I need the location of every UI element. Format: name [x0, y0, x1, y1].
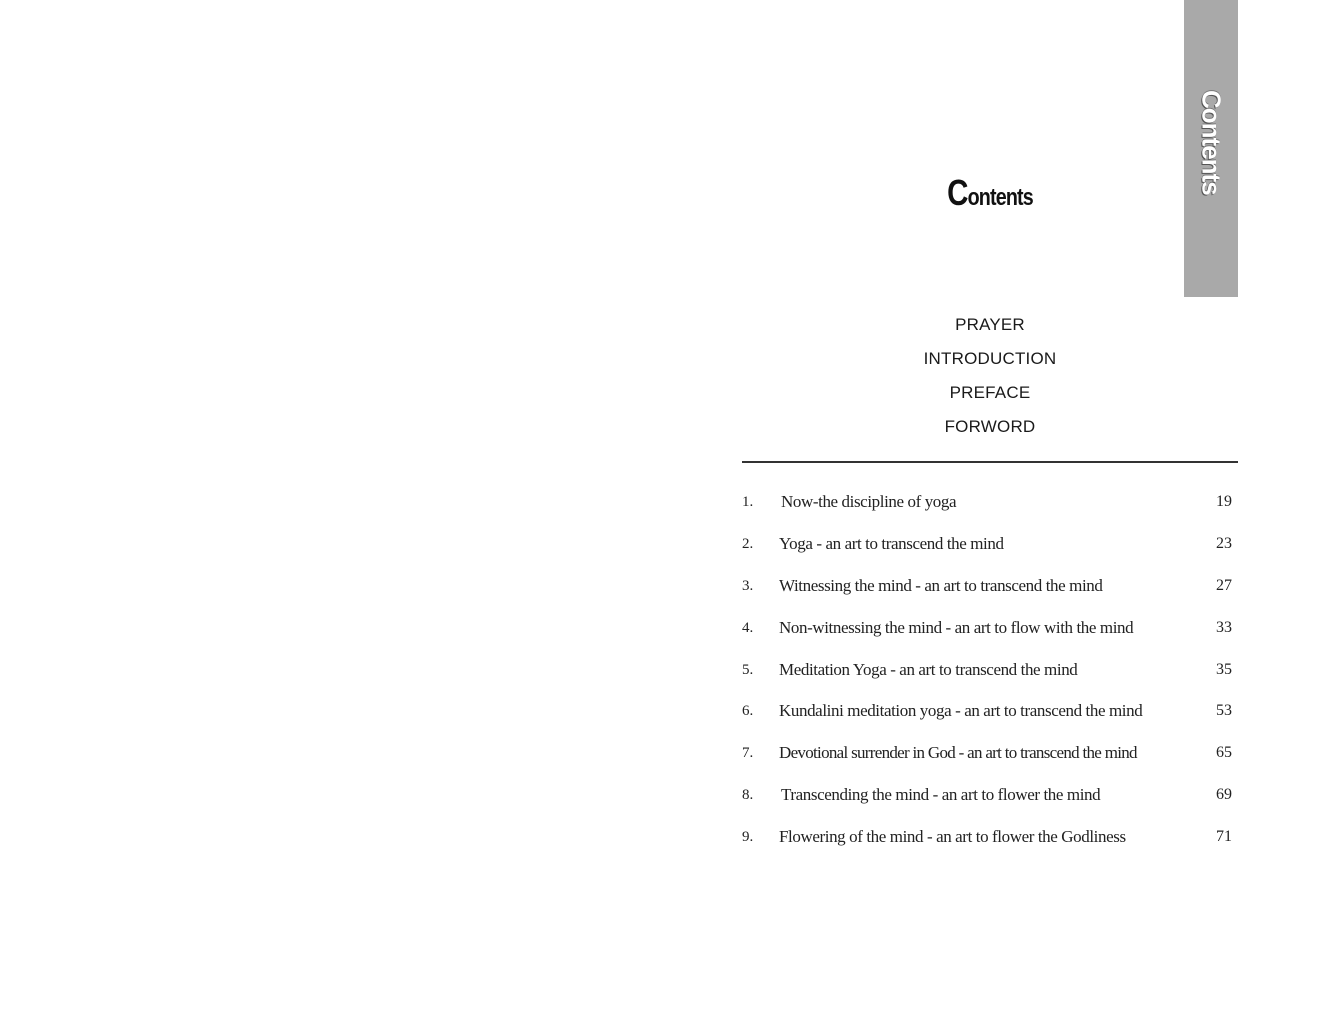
side-tab-label: Contents — [1196, 90, 1227, 195]
toc-entry-page: 71 — [1216, 828, 1232, 846]
toc-entry-number: 3. — [742, 577, 754, 594]
front-matter-item: FORWORD — [944, 417, 1036, 436]
toc-entry-title: Now-the discipline of yoga — [781, 492, 957, 511]
front-matter-item: INTRODUCTION — [923, 349, 1057, 368]
toc-entry-number: 5. — [742, 661, 754, 678]
toc-entry-number: 8. — [742, 787, 754, 804]
toc-entry-title: Kundalini meditation yoga - an art to transcend the mind — [779, 701, 1143, 721]
toc-entry — [742, 572, 1238, 614]
toc-list — [742, 488, 1238, 865]
toc-entry — [742, 697, 1238, 739]
toc-entry-page: 33 — [1216, 618, 1232, 636]
toc-entry — [742, 488, 1238, 530]
page-title-rest: ontents — [967, 184, 1033, 211]
toc-entry-page: 65 — [1216, 744, 1232, 762]
toc-entry-page: 53 — [1216, 702, 1232, 720]
chapter-side-tab — [1184, 0, 1238, 297]
page-title-initial: C — [947, 172, 968, 213]
toc-entry-number: 7. — [742, 745, 754, 762]
front-matter-item: PREFACE — [949, 383, 1031, 402]
front-matter-item: PRAYER — [955, 315, 1025, 334]
page-title — [787, 172, 1194, 214]
toc-entry-page: 27 — [1216, 576, 1232, 594]
toc-entry-page: 69 — [1216, 786, 1232, 804]
toc-entry-title: Meditation Yoga - an art to transcend the mind — [779, 659, 1078, 679]
toc-entry-number: 1. — [742, 494, 754, 510]
toc-entry-number: 9. — [742, 829, 754, 846]
toc-entry-title: Witnessing the mind - an art to transcend the mind — [779, 575, 1103, 595]
toc-entry-page: 23 — [1216, 534, 1232, 552]
toc-entry-title: Non-witnessing the mind - an art to flow with the mind — [779, 617, 1134, 637]
toc-entry-title: Flowering of the mind - an art to flower the Godliness — [779, 827, 1126, 847]
toc-entry — [742, 781, 1238, 823]
toc-entry-title: Transcending the mind - an art to flower the mind — [781, 785, 1101, 805]
toc-entry — [742, 530, 1238, 572]
toc-entry — [742, 656, 1238, 698]
contents-page — [660, 0, 1320, 1020]
toc-entry-page: 19 — [1216, 493, 1232, 510]
toc-entry — [742, 739, 1238, 781]
toc-entry-number: 6. — [742, 703, 754, 720]
toc-entry — [742, 823, 1238, 865]
toc-entry-title: Yoga - an art to transcend the mind — [779, 533, 1004, 553]
toc-entry-page: 35 — [1216, 660, 1232, 678]
toc-entry-number: 2. — [742, 535, 754, 552]
front-matter-list — [742, 312, 1238, 448]
section-divider — [742, 461, 1238, 463]
toc-entry-title: Devotional surrender in God - an art to transcend the mind — [779, 743, 1137, 763]
toc-entry-number: 4. — [742, 619, 754, 636]
toc-entry — [742, 614, 1238, 656]
